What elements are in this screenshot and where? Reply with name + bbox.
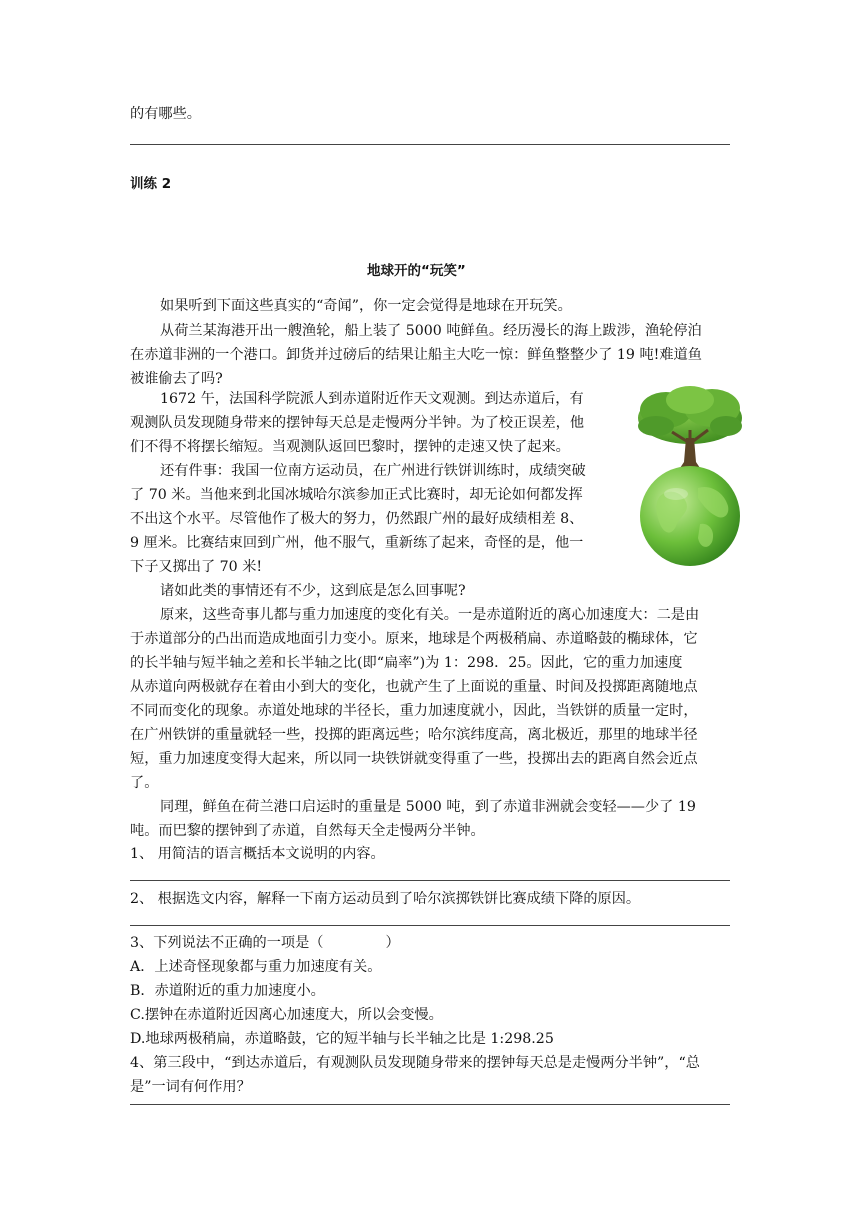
paragraph-1: 如果听到下面这些真实的“奇闻”，你一定会觉得是地球在开玩笑。 <box>160 298 572 314</box>
paragraph-2-line: 被谁偷去了吗? <box>130 371 223 387</box>
question-3-option-b: B．赤道附近的重力加速度小。 <box>130 983 325 999</box>
paragraph-2-line: 在赤道非洲的一个港口。卸货并过磅后的结果让船主大吃一惊：鲜鱼整整少了 19 吨!难道鱼 <box>130 347 702 363</box>
paragraph-6-line: 的长半轴与短半轴之差和长半轴之比(即“扁率”)为 1：298．25。因此，它的重力加速度 <box>130 655 683 671</box>
section-label: 训练 2 <box>130 176 172 192</box>
paragraph-7-line: 同理，鲜鱼在荷兰港口启运时的重量是 5000 吨，到了赤道非洲就会变轻——少了 19 <box>160 799 696 815</box>
question-3-close-paren: ） <box>385 935 400 951</box>
tree-on-globe-image <box>636 384 744 568</box>
paragraph-3-line: 观测队员发现随身带来的摆钟每天总是走慢两分半钟。为了校正误差，他 <box>130 415 585 431</box>
question-3-option-d: D.地球两极稍扁，赤道略鼓，它的短半轴与长半轴之比是 1:298.25 <box>130 1031 554 1047</box>
question-2: 2、 根据选文内容，解释一下南方运动员到了哈尔滨掷铁饼比赛成绩下降的原因。 <box>130 891 641 907</box>
question-4-line: 4、第三段中，“到达赤道后，有观测队员发现随身带来的摆钟每天总是走慢两分半钟”，“总 <box>130 1055 700 1071</box>
paragraph-6-line: 从赤道向两极就存在着由小到大的变化，也就产生了上面说的重量、时间及投掷距离随地点 <box>130 679 698 695</box>
answer-line <box>130 925 730 926</box>
paragraph-6-line: 了。 <box>130 775 159 791</box>
question-3-stem-text: 3、下列说法不正确的一项是（ <box>130 935 324 951</box>
article-title: 地球开的“玩笑” <box>367 263 466 279</box>
question-3-stem <box>130 933 400 953</box>
tree-globe-illustration <box>636 384 744 568</box>
question-3-option-a: A．上述奇怪现象都与重力加速度有关。 <box>130 959 382 975</box>
paragraph-4-line: 不出这个水平。尽管他作了极大的努力，仍然跟广州的最好成绩相差 8、 <box>130 511 584 527</box>
paragraph-4-line: 下子又掷出了 70 米! <box>130 559 263 575</box>
paragraph-3-line: 1672 午，法国科学院派人到赤道附近作天文观测。到达赤道后，有 <box>160 391 584 407</box>
paragraph-6-line: 于赤道部分的凸出而造成地面引力变小。原来，地球是个两极稍扁、赤道略鼓的椭球体，它 <box>130 631 698 647</box>
paragraph-7-line: 吨。而巴黎的摆钟到了赤道，自然每天全走慢两分半钟。 <box>130 823 485 839</box>
answer-line <box>130 1104 730 1105</box>
answer-line <box>130 144 730 145</box>
paragraph-2-line: 从荷兰某海港开出一艘渔轮，船上装了 5000 吨鲜鱼。经历漫长的海上跋涉，渔轮停泊 <box>160 323 702 339</box>
globe <box>640 466 740 566</box>
question-1: 1、 用简洁的语言概括本文说明的内容。 <box>130 846 385 862</box>
question-4-line: 是”一词有何作用？ <box>130 1079 251 1095</box>
paragraph-6-line: 短，重力加速度变得大起来，所以同一块铁饼就变得重了一些，投掷出去的距离自然会近点 <box>130 751 698 767</box>
paragraph-6-line: 不同而变化的现象。赤道处地球的半径长，重力加速度就小，因此，当铁饼的质量一定时， <box>130 703 698 719</box>
paragraph-5: 诸如此类的事情还有不少，这到底是怎么回事呢? <box>160 583 466 599</box>
tree-trunk <box>672 430 708 468</box>
intro-line: 的有哪些。 <box>130 106 201 122</box>
paragraph-6-line: 原来，这些奇事儿都与重力加速度的变化有关。一是赤道附近的离心加速度大：二是由 <box>160 607 700 623</box>
answer-line <box>130 880 730 881</box>
question-3-option-c: C.摆钟在赤道附近因离心加速度大，所以会变慢。 <box>130 1007 443 1023</box>
paragraph-4-line: 了 70 米。当他来到北国冰城哈尔滨参加正式比赛时，却无论如何都发挥 <box>130 487 583 503</box>
paragraph-4-line: 还有件事：我国一位南方运动员，在广州进行铁饼训练时，成绩突破 <box>160 463 586 479</box>
paragraph-6-line: 在广州铁饼的重量就轻一些，投掷的距离远些；哈尔滨纬度高，离北极近，那里的地球半径 <box>130 727 698 743</box>
paragraph-4-line: 9 厘米。比赛结束回到广州，他不服气，重新练了起来，奇怪的是，他一 <box>130 535 584 551</box>
paragraph-3-line: 们不得不将摆长缩短。当观测队返回巴黎时，摆钟的走速又快了起来。 <box>130 439 570 455</box>
